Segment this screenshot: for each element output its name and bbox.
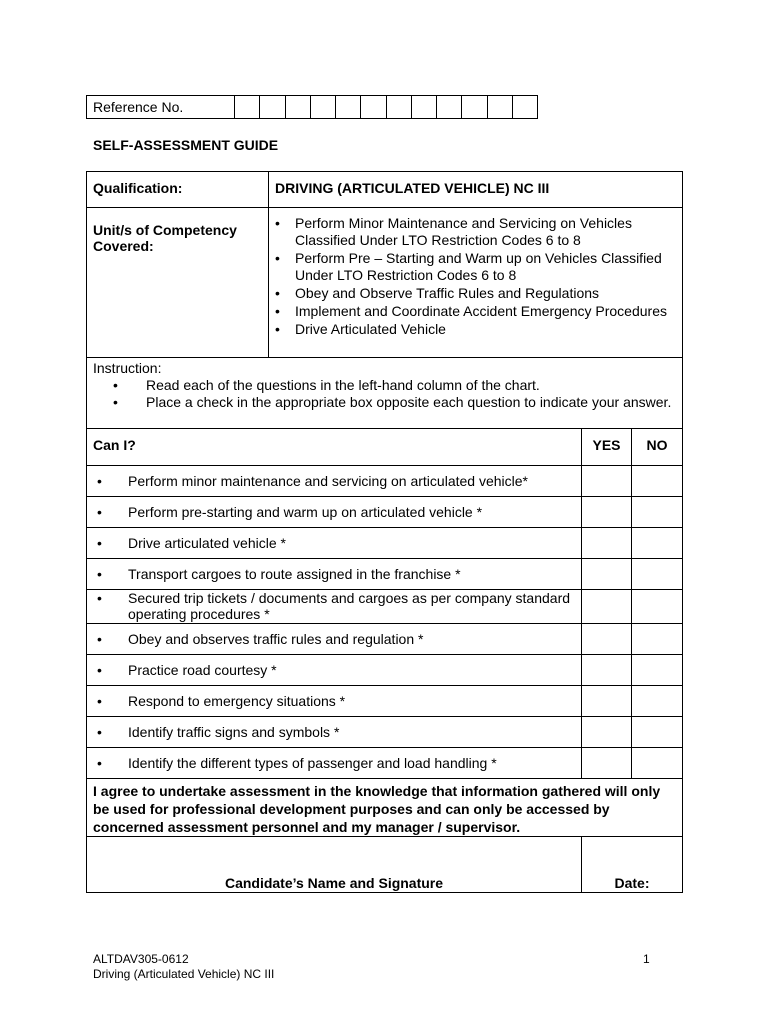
yes-checkbox[interactable] (582, 748, 632, 779)
checklist-row (87, 717, 683, 748)
checklist-item: • Secured trip tickets / documents and cargoes as per company standard operating procedures * (87, 590, 582, 624)
checklist-row (87, 686, 683, 717)
checklist-item: • Transport cargoes to route assigned in the franchise * (87, 559, 582, 590)
reference-digit-box[interactable] (361, 96, 386, 118)
checklist-item: • Perform minor maintenance and servicing on articulated vehicle* (87, 466, 582, 497)
checklist-item-text: Identify traffic signs and symbols * (128, 724, 340, 740)
yes-checkbox[interactable] (582, 590, 632, 624)
yes-checkbox[interactable] (582, 559, 632, 590)
checklist-row (87, 528, 683, 559)
signature-row (87, 837, 683, 893)
yes-checkbox[interactable] (582, 624, 632, 655)
no-checkbox[interactable] (632, 624, 683, 655)
reference-digit-box[interactable] (311, 96, 336, 118)
reference-digit-box[interactable] (387, 96, 412, 118)
checklist-item-text: Identify the different types of passenger and load handling * (128, 755, 497, 771)
checklist-item: • Drive articulated vehicle * (87, 528, 582, 559)
checklist-item: • Perform pre-starting and warm up on articulated vehicle * (87, 497, 582, 528)
instruction-row (87, 358, 683, 429)
document-title: SELF-ASSESSMENT GUIDE (93, 137, 279, 153)
no-checkbox[interactable] (632, 748, 683, 779)
no-checkbox[interactable] (632, 528, 683, 559)
reference-digit-box[interactable] (437, 96, 462, 118)
candidate-name-signature-field[interactable] (87, 837, 582, 893)
yes-checkbox[interactable] (582, 717, 632, 748)
checklist-item: • Identify the different types of passenger and load handling * (87, 748, 582, 779)
reference-digit-box[interactable] (462, 96, 487, 118)
checklist-item-text: Perform pre-starting and warm up on articulated vehicle * (128, 504, 483, 520)
qualification-row (87, 172, 683, 208)
checklist-item: • Practice road courtesy * (87, 655, 582, 686)
no-checkbox[interactable] (632, 655, 683, 686)
footer-document-subtitle: Driving (Articulated Vehicle) NC III (93, 967, 275, 981)
date-field[interactable] (582, 837, 683, 893)
reference-number-strip (86, 95, 538, 119)
page-number: 1 (643, 952, 650, 966)
no-checkbox[interactable] (632, 497, 683, 528)
qualification-label: Qualification: (87, 172, 269, 208)
unit-item: • Implement and Coordinate Accident Emergency Procedures (269, 303, 682, 320)
checklist-item-text: Practice road courtesy * (128, 662, 277, 678)
instruction-cell (87, 358, 683, 429)
no-checkbox[interactable] (632, 466, 683, 497)
checklist-row (87, 497, 683, 528)
reference-digit-box[interactable] (513, 96, 537, 118)
units-cell (269, 208, 683, 358)
reference-digit-box[interactable] (336, 96, 361, 118)
agreement-row (87, 779, 683, 837)
checklist-item: • Obey and observes traffic rules and regulation * (87, 624, 582, 655)
instruction-label: Instruction: (93, 360, 162, 376)
yes-checkbox[interactable] (582, 497, 632, 528)
unit-item: • Perform Pre – Starting and Warm up on Vehicles Classified Under LTO Restriction Codes 6 to 8 (269, 250, 682, 284)
unit-item: • Drive Articulated Vehicle (269, 321, 682, 338)
yes-checkbox[interactable] (582, 528, 632, 559)
checklist-row (87, 624, 683, 655)
instruction-item: • Read each of the questions in the left-hand column of the chart. (87, 377, 682, 394)
candidate-name-signature-label: Candidate’s Name and Signature (224, 875, 444, 891)
reference-digit-box[interactable] (260, 96, 285, 118)
yes-checkbox[interactable] (582, 686, 632, 717)
footer-document-code: ALTDAV305-0612 (93, 952, 189, 966)
instruction-list (87, 377, 682, 411)
instruction-item: • Place a check in the appropriate box opposite each question to indicate your answer. (87, 394, 682, 411)
checklist-item: • Respond to emergency situations * (87, 686, 582, 717)
checklist-header-row (87, 429, 683, 466)
unit-item: • Obey and Observe Traffic Rules and Regulations (269, 285, 682, 302)
checklist-item-text: Secured trip tickets / documents and cargoes as per company standard operating procedures * (128, 590, 571, 622)
checklist-header: Can I? (87, 429, 582, 466)
no-checkbox[interactable] (632, 717, 683, 748)
checklist-row (87, 748, 683, 779)
units-row (87, 208, 683, 358)
no-checkbox[interactable] (632, 590, 683, 624)
units-list (269, 215, 682, 338)
assessment-form-table (86, 171, 683, 893)
reference-digit-box[interactable] (412, 96, 437, 118)
agreement-text: I agree to undertake assessment in the knowledge that information gathered will only be used for professional development purposes and can only be accessed by concerned assessment personnel and my manager / supervisor. (87, 779, 683, 837)
no-column-header: NO (632, 429, 683, 466)
checklist-row (87, 655, 683, 686)
yes-checkbox[interactable] (582, 655, 632, 686)
checklist-item: • Identify traffic signs and symbols * (87, 717, 582, 748)
reference-digit-box[interactable] (235, 96, 260, 118)
checklist-item-text: Respond to emergency situations * (128, 693, 346, 709)
checklist-item-text: Transport cargoes to route assigned in the franchise * (128, 566, 461, 582)
checklist-item-text: Perform minor maintenance and servicing on articulated vehicle* (128, 473, 528, 489)
checklist-row (87, 559, 683, 590)
units-label: Unit/s of Competency Covered: (87, 208, 269, 358)
qualification-value: DRIVING (ARTICULATED VEHICLE) NC III (269, 172, 683, 208)
checklist-item-text: Drive articulated vehicle * (128, 535, 286, 551)
checklist-row (87, 590, 683, 624)
unit-item: • Perform Minor Maintenance and Servicing on Vehicles Classified Under LTO Restriction Codes 6 to 8 (269, 215, 682, 249)
no-checkbox[interactable] (632, 559, 683, 590)
reference-digit-box[interactable] (286, 96, 311, 118)
yes-checkbox[interactable] (582, 466, 632, 497)
date-label: Date: (614, 875, 650, 891)
no-checkbox[interactable] (632, 686, 683, 717)
checklist-row (87, 466, 683, 497)
reference-digit-box[interactable] (488, 96, 513, 118)
yes-column-header: YES (582, 429, 632, 466)
reference-number-label: Reference No. (87, 96, 235, 118)
checklist-item-text: Obey and observes traffic rules and regulation * (128, 631, 424, 647)
